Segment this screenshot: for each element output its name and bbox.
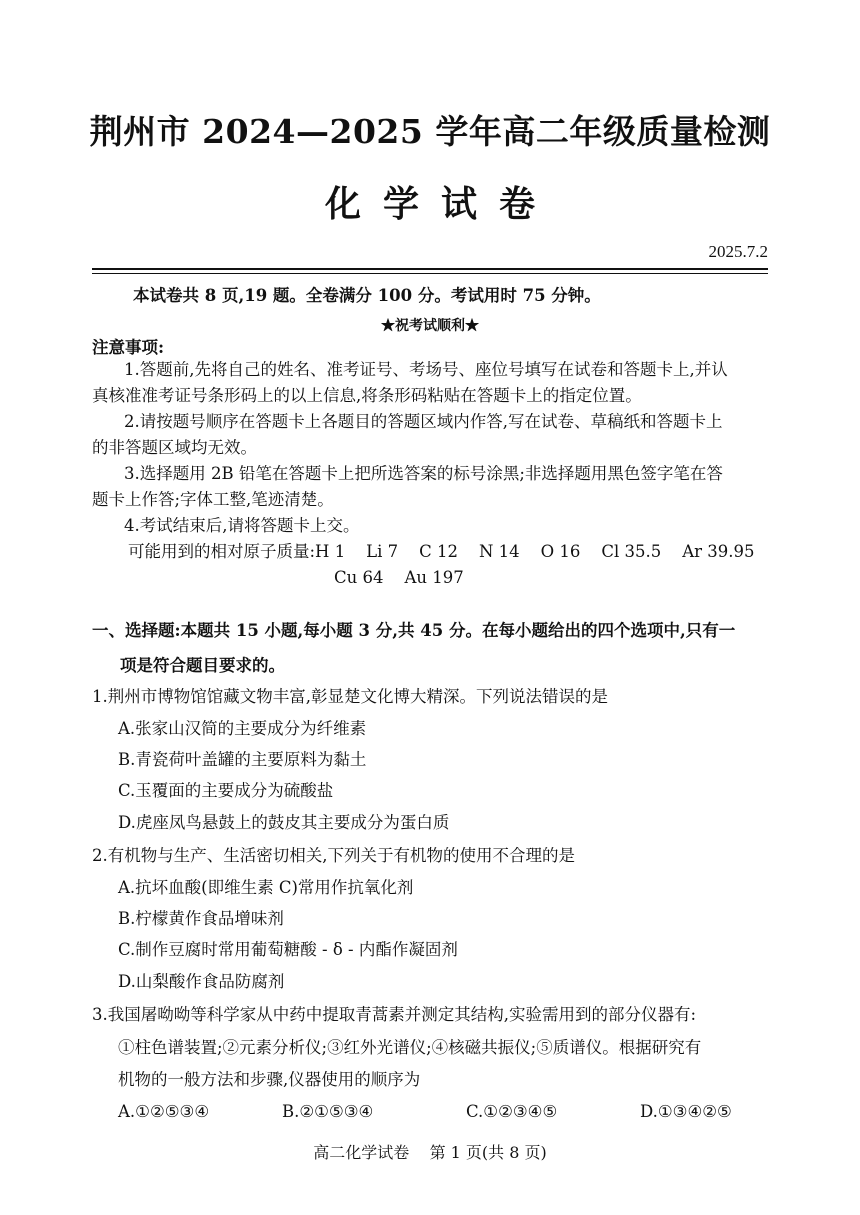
exam-title: 荆州市 2024—2025 学年高二年级质量检测 xyxy=(89,112,771,151)
question-3-stem-line-1: 3.我国屠呦呦等科学家从中药中提取青蒿素并测定其结构,实验需用到的部分仪器有: xyxy=(92,1005,697,1024)
question-3-option-a: A.①②⑤③④ xyxy=(118,1102,210,1121)
note-1-line-2: 真核准准考证号条形码上的以上信息,将条形码粘贴在答题卡上的指定位置。 xyxy=(92,386,642,405)
question-2-stem: 2.有机物与生产、生活密切相关,下列关于有机物的使用不合理的是 xyxy=(92,846,575,865)
notes-heading: 注意事项: xyxy=(92,338,165,357)
question-3-stem-line-3: 机物的一般方法和步骤,仪器使用的顺序为 xyxy=(118,1070,421,1089)
question-3-option-b: B.②①⑤③④ xyxy=(282,1102,374,1121)
question-3-stem-line-2: ①柱色谱装置;②元素分析仪;③红外光谱仪;④核磁共振仪;⑤质谱仪。根据研究有 xyxy=(118,1038,702,1057)
note-3-line-2: 题卡上作答;字体工整,笔迹清楚。 xyxy=(92,490,334,509)
atomic-mass-line-1: 可能用到的相对原子质量:H 1 Li 7 C 12 N 14 O 16 Cl 35.5 Ar 39.95 xyxy=(128,542,755,561)
header-rule-thick xyxy=(92,268,768,270)
section-1-heading-line-2: 项是符合题目要求的。 xyxy=(120,656,285,675)
note-2-line-2: 的非答题区域均无效。 xyxy=(92,438,257,457)
exam-date: 2025.7.2 xyxy=(708,242,768,261)
question-2-option-b: B.柠檬黄作食品增味剂 xyxy=(118,909,284,928)
question-1-option-b: B.青瓷荷叶盖罐的主要原料为黏土 xyxy=(118,750,367,769)
section-1-heading-line-1: 一、选择题:本题共 15 小题,每小题 3 分,共 45 分。在每小题给出的四个选项中,只有一 xyxy=(92,621,736,640)
page-footer: 高二化学试卷 第 1 页(共 8 页) xyxy=(313,1143,547,1162)
question-2-option-a: A.抗坏血酸(即维生素 C)常用作抗氧化剂 xyxy=(118,878,414,897)
question-1-option-d: D.虎座凤鸟悬鼓上的鼓皮其主要成分为蛋白质 xyxy=(118,813,450,832)
note-2-line-1: 2.请按题号顺序在答题卡上各题目的答题区域内作答,写在试卷、草稿纸和答题卡上 xyxy=(124,412,723,431)
question-2-option-d: D.山梨酸作食品防腐剂 xyxy=(118,972,285,991)
atomic-mass-line-2: Cu 64 Au 197 xyxy=(334,568,464,587)
note-3-line-1: 3.选择题用 2B 铅笔在答题卡上把所选答案的标号涂黑;非选择题用黑色签字笔在答 xyxy=(124,464,723,483)
note-4: 4.考试结束后,请将答题卡上交。 xyxy=(124,516,360,535)
note-1-line-1: 1.答题前,先将自己的姓名、准考证号、考场号、座位号填写在试卷和答题卡上,并认 xyxy=(124,360,728,379)
question-1-stem: 1.荆州市博物馆馆藏文物丰富,彰显楚文化博大精深。下列说法错误的是 xyxy=(92,687,608,706)
exam-subtitle: 化学试卷 xyxy=(324,183,557,225)
good-luck-line: ★祝考试顺利★ xyxy=(381,318,479,334)
header-rule-thin xyxy=(92,273,768,274)
exam-summary: 本试卷共 8 页,19 题。全卷满分 100 分。考试用时 75 分钟。 xyxy=(133,286,601,305)
question-3-option-c: C.①②③④⑤ xyxy=(466,1102,558,1121)
question-1-option-c: C.玉覆面的主要成分为硫酸盐 xyxy=(118,781,334,800)
question-1-option-a: A.张家山汉简的主要成分为纤维素 xyxy=(118,719,367,738)
question-3-option-d: D.①③④②⑤ xyxy=(640,1102,732,1121)
question-2-option-c: C.制作豆腐时常用葡萄糖酸 - δ - 内酯作凝固剂 xyxy=(118,940,458,959)
